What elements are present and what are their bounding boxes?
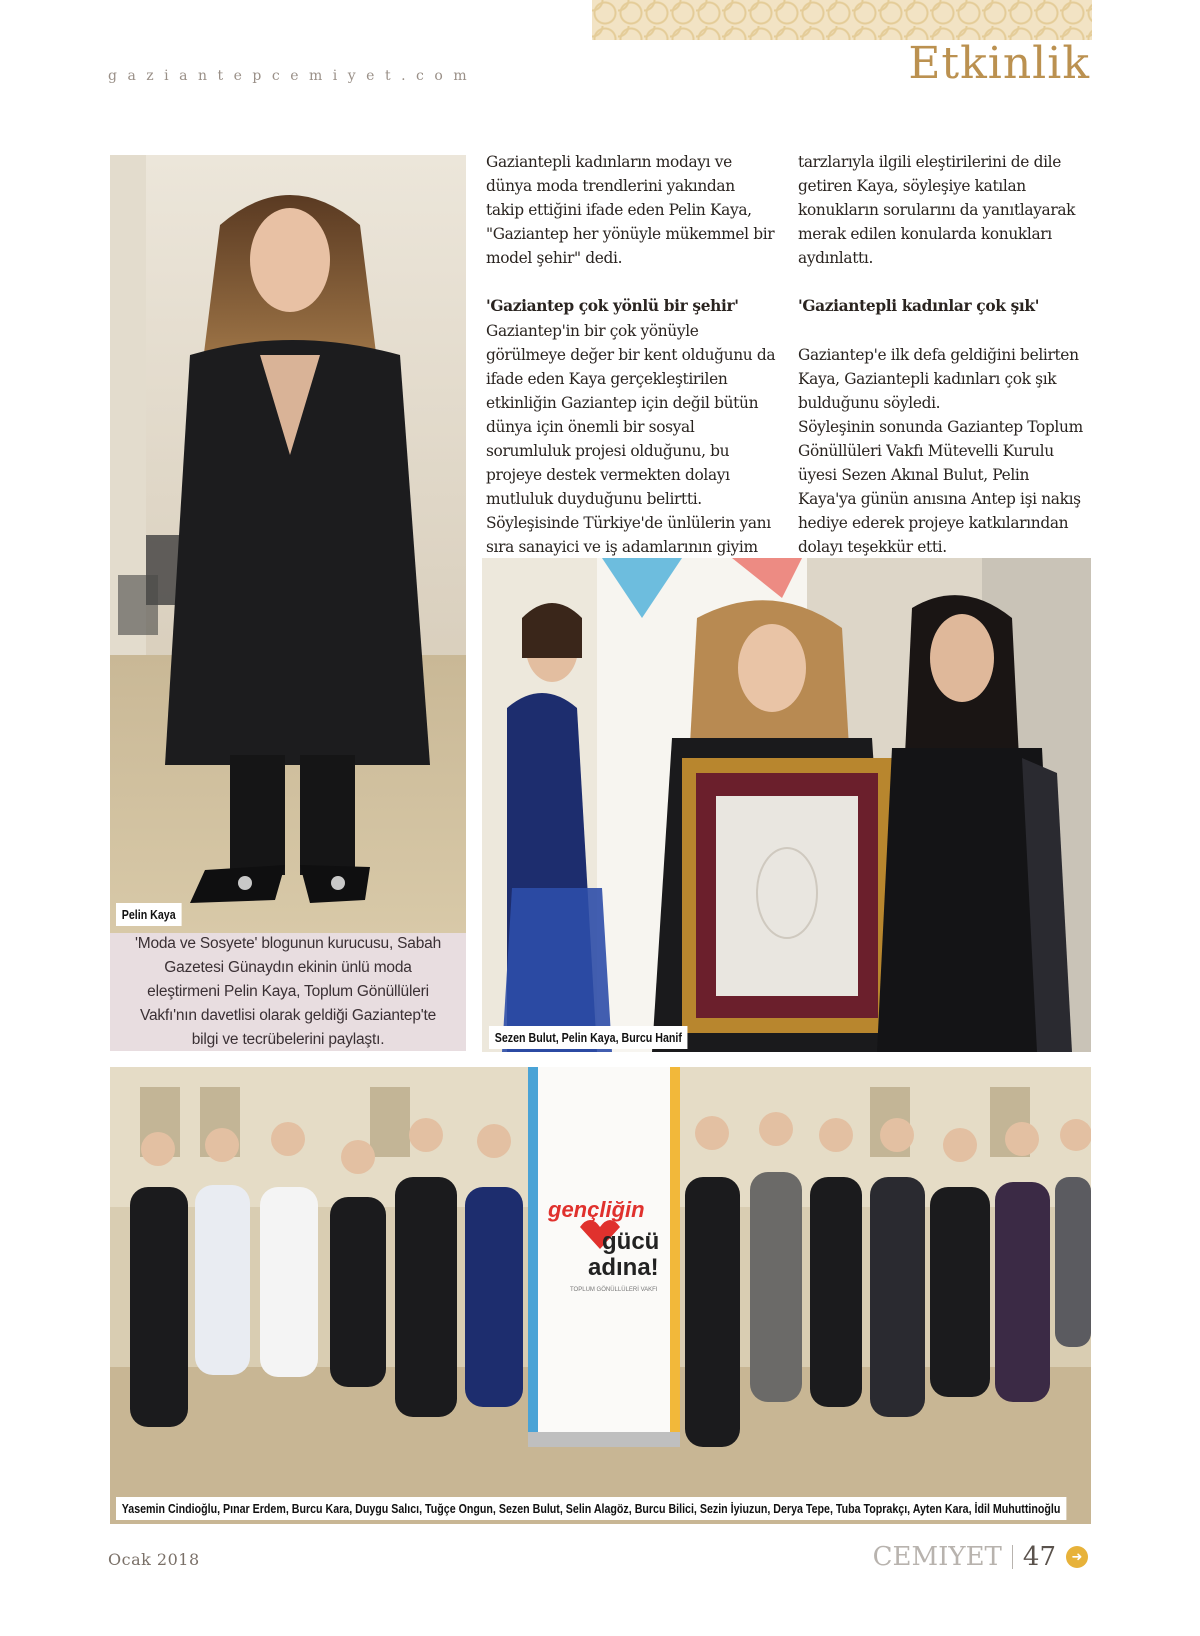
site-url: gaziantepcemiyet.com	[108, 68, 478, 84]
article-column-2	[798, 150, 1088, 559]
photo-caption-tag: Pelin Kaya	[116, 903, 181, 926]
banner-org-text: TOPLUM GÖNÜLLÜLERİ VAKFI	[570, 1287, 658, 1293]
photo-award-trio	[482, 558, 1091, 1052]
photo-caption-box	[110, 933, 466, 1051]
footer-divider	[1012, 1545, 1013, 1569]
photo-caption-tag: Yasemin Cindioğlu, Pınar Erdem, Burcu Kara, Duygu Salıcı, Tuğçe Ongun, Sezen Bulut, Selin Alagöz, Burcu Bilici, Sezin İyiuzun, Derya Tepe, Tuba Toprakçı, Ayten Kara, İdil Muhuttinoğlu	[116, 1497, 1066, 1520]
next-page-arrow-icon[interactable]: ➜	[1066, 1546, 1088, 1568]
footer-folio	[873, 1542, 1088, 1572]
photo-pelin-kaya	[110, 155, 466, 933]
section-title: Etkinlik	[908, 38, 1090, 89]
article-column-1	[486, 150, 776, 560]
article-paragraph: Gaziantep'e ilk defa geldiğini belirten Kaya, Gaziantepli kadınları çok şık bulduğunu söyledi.	[798, 345, 1079, 412]
article-subheading: 'Gaziantep çok yönlü bir şehir'	[486, 297, 739, 316]
footer-brand: CEMIYET	[872, 1542, 1002, 1572]
banner-text-line3: adına!	[588, 1254, 659, 1281]
article-paragraph: tarzlarıyla ilgili eleştirilerini de dile getiren Kaya, söyleşiye katılan konukların sorularını da yanıtlayarak merak edilen konularda konukları aydınlattı.	[798, 153, 1076, 268]
article-subheading: 'Gaziantepli kadınlar çok şık'	[798, 297, 1040, 316]
photo-group	[110, 1067, 1091, 1524]
caption-text: 'Moda ve Sosyete' blogunun kurucusu, Sabah Gazetesi Günaydın ekinin ünlü moda eleştirmeni Pelin Kaya, Toplum Gönüllüleri Vakfı'nın davetlisi olarak geldiği Gaziantep'te bilgi ve tecrübelerini paylaştı.	[134, 935, 441, 1048]
page-number: 47	[1022, 1542, 1056, 1572]
article-paragraph: Gaziantepli kadınların modayı ve dünya moda trendlerini yakından takip ettiğini ifade eden Pelin Kaya, "Gaziantep her yönüyle mükemmel bir model şehir" dedi.	[486, 153, 775, 268]
article-paragraph: Söyleşinin sonunda Gaziantep Toplum Gönüllüleri Vakfı Mütevelli Kurulu üyesi Sezen Akınal Bulut, Pelin Kaya'ya günün anısına Antep işi nakış hediye ederek projeye katkılarından dolayı teşekkür etti.	[798, 417, 1083, 557]
footer-date: Ocak 2018	[108, 1550, 200, 1569]
photo-caption-tag: Sezen Bulut, Pelin Kaya, Burcu Hanif	[489, 1026, 688, 1049]
article-paragraph: Gaziantep'in bir çok yönüyle görülmeye değer bir kent olduğunu da ifade eden Kaya gerçekleştirilen etkinliğin Gaziantep için değil bütün dünya için önemli bir sosyal sorumluluk projesi olduğunu, bu projeye destek vermekten dolayı mutluluk duyduğunu belirtti. Söyleşisinde Türkiye'de ünlülerin yanı sıra sanayici ve iş adamlarının giyim	[486, 321, 776, 557]
banner-text-line2: gücü	[602, 1228, 660, 1255]
banner-text-line1: gençliğin	[548, 1197, 645, 1222]
header-ornament	[592, 0, 1092, 40]
